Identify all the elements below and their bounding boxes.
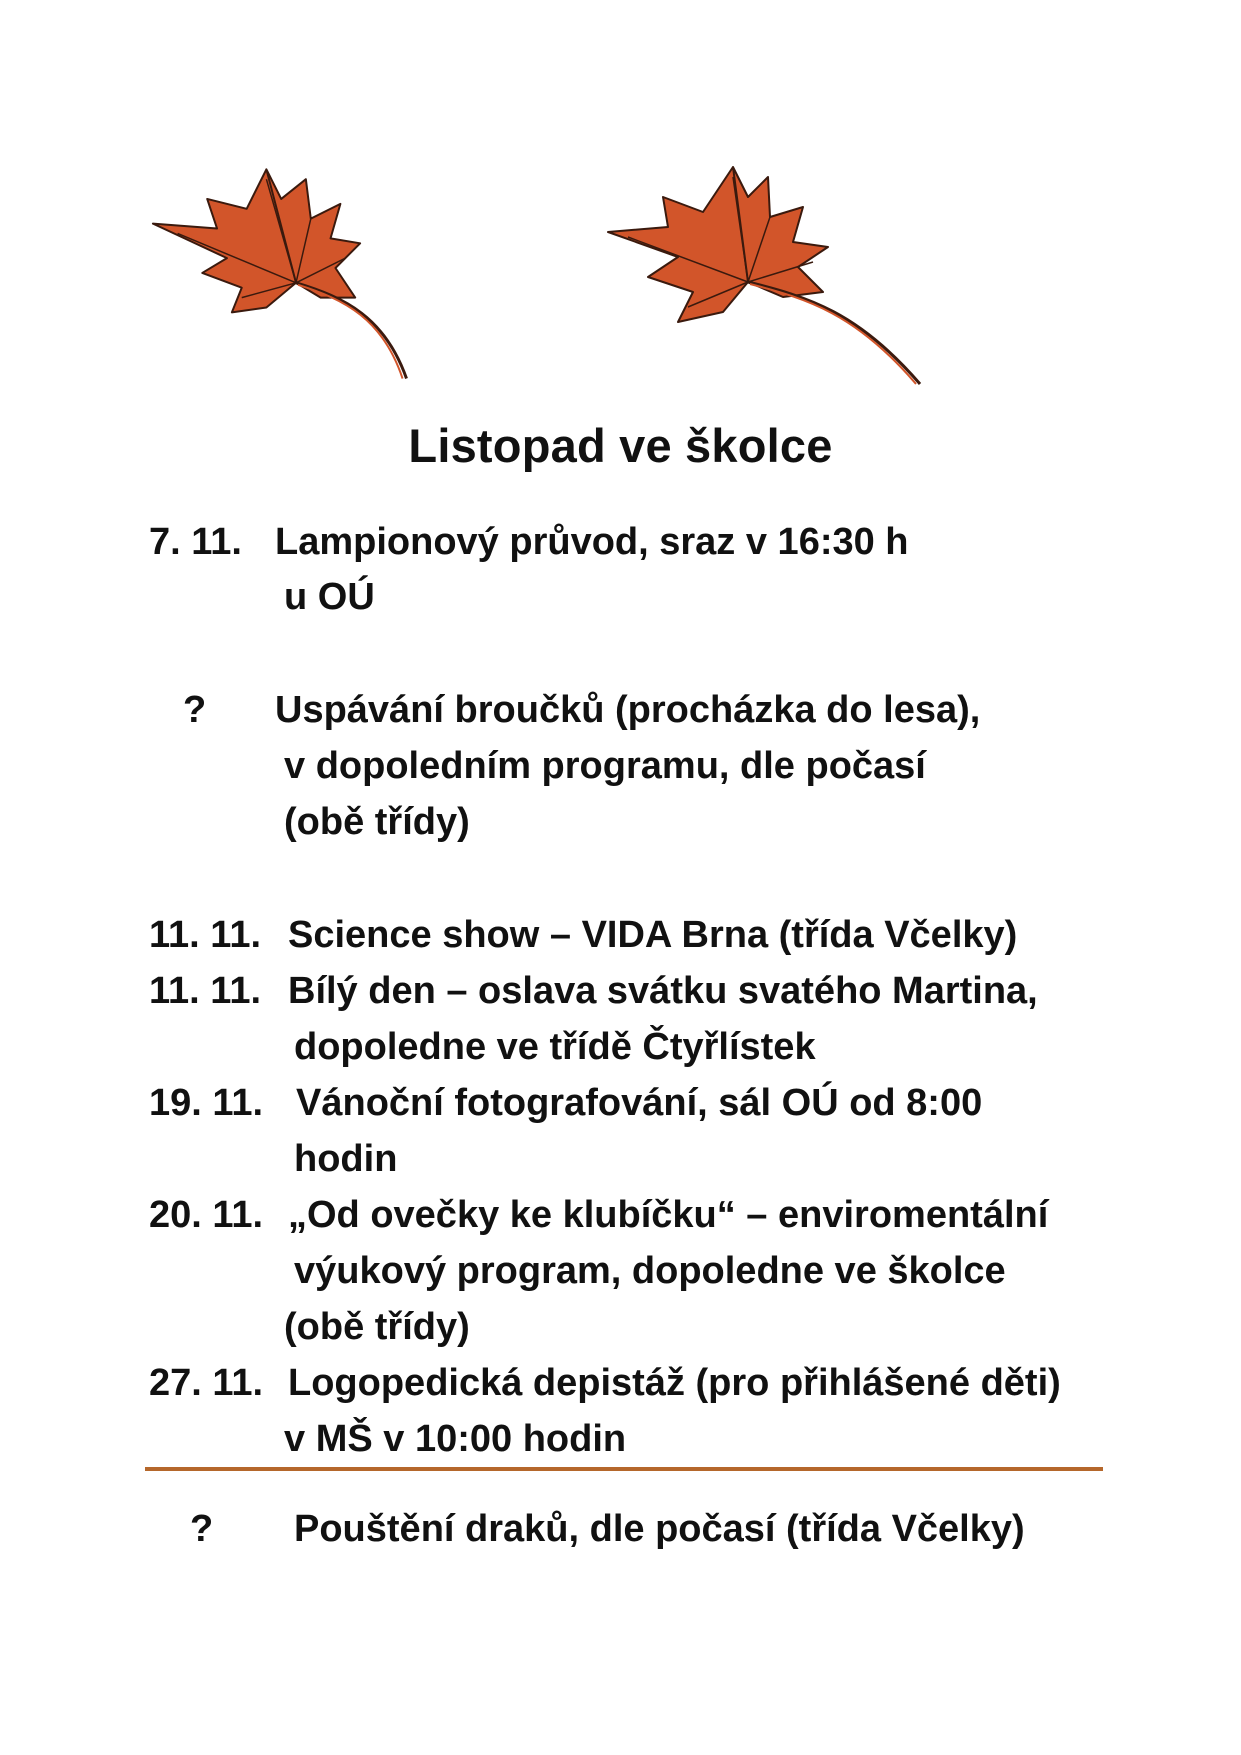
section-divider — [145, 1467, 1103, 1471]
event-text-line: výukový program, dopoledne ve školce — [294, 1250, 1006, 1292]
event-text-line: (obě třídy) — [284, 1306, 470, 1348]
event-date: ? — [190, 1508, 214, 1550]
event-text-line: u OÚ — [284, 576, 375, 618]
event-text-line: hodin — [294, 1138, 398, 1180]
event-text-line: v MŠ v 10:00 hodin — [284, 1418, 627, 1460]
event-date: ? — [183, 689, 207, 731]
event-text-line: (obě třídy) — [284, 801, 470, 843]
event-date: 20. 11. — [149, 1194, 264, 1236]
event-text-line: „Od ovečky ke klubíčku“ – enviromentální — [288, 1194, 1049, 1236]
event-date: 7. 11. — [149, 521, 242, 563]
event-text-line: Science show – VIDA Brna (třída Včelky) — [288, 914, 1018, 956]
page-title: Listopad ve školce — [408, 419, 833, 472]
event-text-line: Lampionový průvod, sraz v 16:30 h — [275, 521, 909, 563]
event-date: 11. 11. — [149, 914, 262, 956]
event-text-line: dopoledne ve třídě Čtyřlístek — [294, 1026, 816, 1068]
event-date: 11. 11. — [149, 970, 262, 1012]
maple-leaf-icon-left — [148, 148, 444, 388]
event-text-line: Bílý den – oslava svátku svatého Martina, — [288, 970, 1038, 1012]
event-text-line: Uspávání broučků (procházka do lesa), — [275, 689, 981, 731]
event-date: 27. 11. — [149, 1362, 264, 1404]
event-text-line: Pouštění draků, dle počasí (třída Včelky) — [294, 1508, 1025, 1550]
event-date: 19. 11. — [149, 1082, 264, 1124]
event-text-line: v dopoledním programu, dle počasí — [284, 745, 926, 787]
event-text-line: Logopedická depistáž (pro přihlášené děti) — [288, 1362, 1061, 1404]
event-text-line: Vánoční fotografování, sál OÚ od 8:00 — [296, 1082, 983, 1124]
maple-leaf-icon-right — [598, 152, 938, 392]
